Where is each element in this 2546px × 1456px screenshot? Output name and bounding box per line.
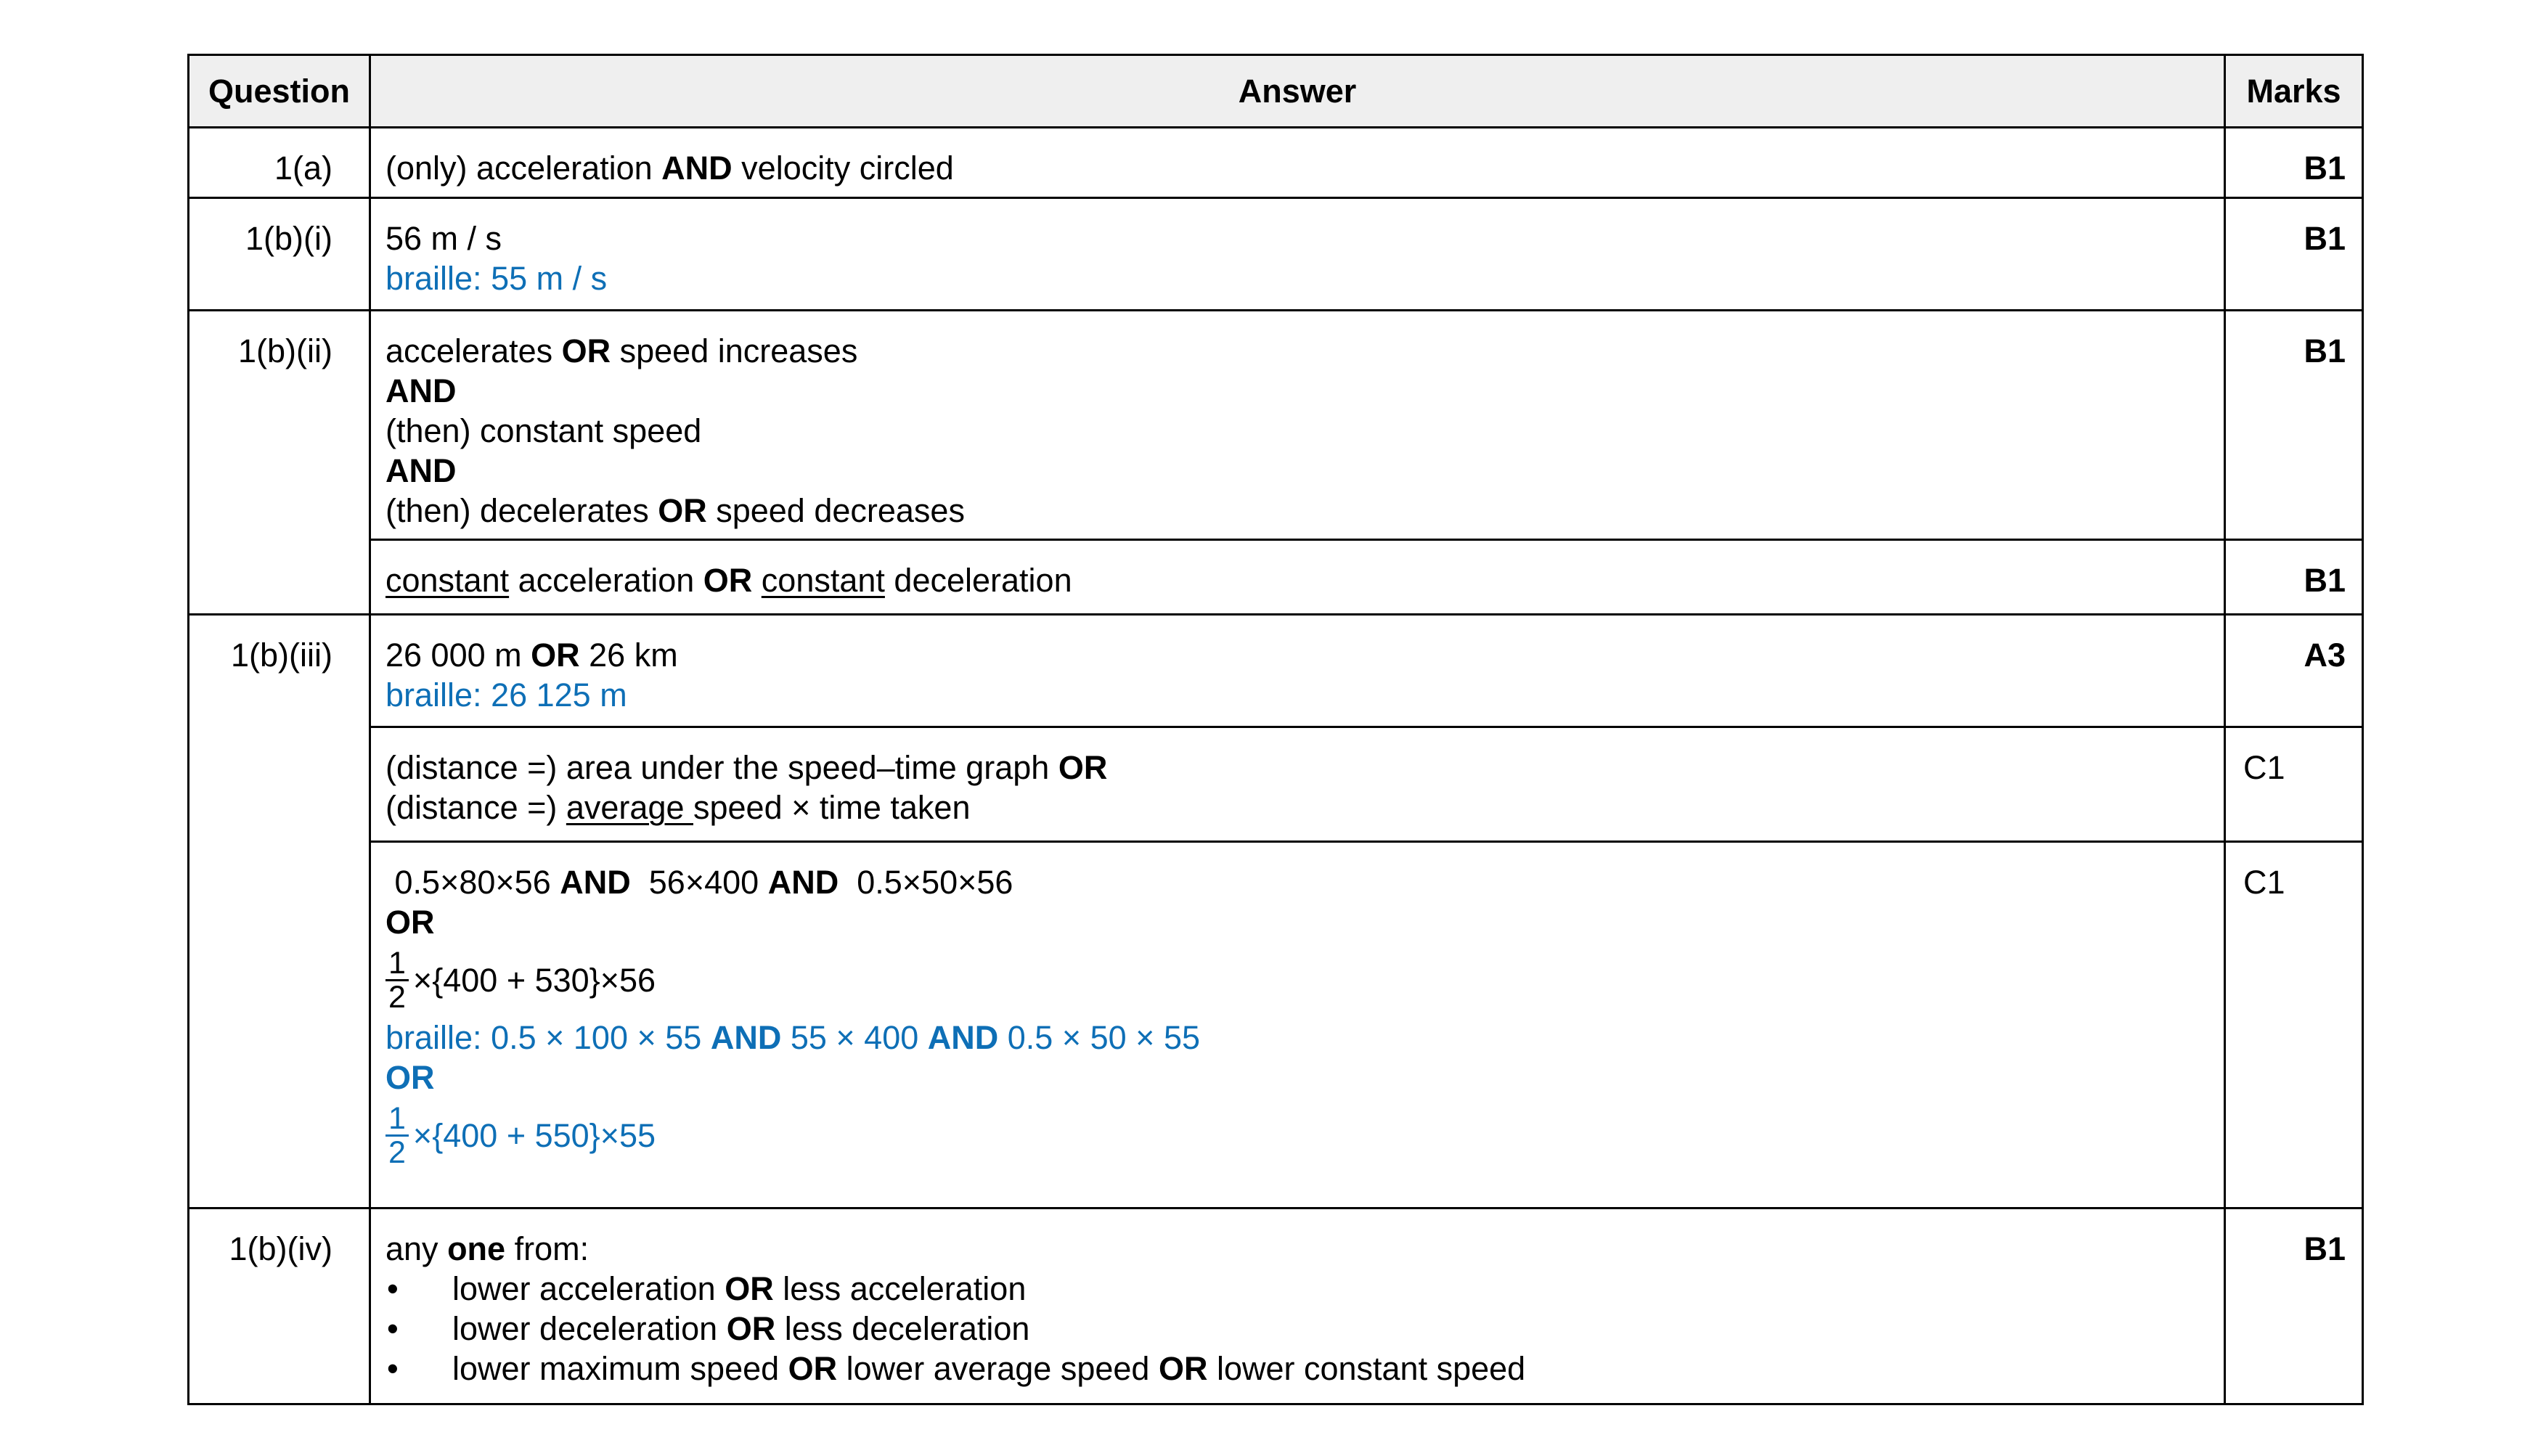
bullet-list bbox=[385, 1269, 2206, 1388]
answer-text: less deceleration bbox=[775, 1310, 1030, 1347]
mark-scheme-table bbox=[187, 54, 2364, 1405]
answer-keyword: OR bbox=[385, 1059, 435, 1096]
answer-keyword: OR bbox=[1158, 1350, 1208, 1387]
answer-text: 0.5 × 50 × 55 bbox=[998, 1019, 1200, 1056]
answer-text: (distance =) bbox=[385, 789, 566, 826]
table-row bbox=[189, 615, 2363, 727]
math-expression: ×{400 + 550}×55 bbox=[412, 1116, 656, 1154]
answer-text: lower constant speed bbox=[1207, 1350, 1526, 1387]
braille-fraction-expression bbox=[385, 1097, 2206, 1173]
answer-text: accelerates bbox=[385, 332, 562, 369]
braille-alternative: braille: 26 125 m bbox=[385, 676, 627, 713]
marks-cell: B1 bbox=[2225, 128, 2363, 198]
header-question: Question bbox=[189, 55, 370, 128]
table-row bbox=[189, 727, 2363, 842]
answer-keyword: OR bbox=[726, 1310, 776, 1347]
answer-underlined: constant bbox=[385, 562, 510, 599]
answer-keyword: AND bbox=[661, 150, 733, 187]
answer-keyword: OR bbox=[1058, 749, 1108, 786]
braille-alternative bbox=[385, 1018, 2206, 1058]
answer-keyword: OR bbox=[385, 904, 435, 941]
answer-cell bbox=[370, 615, 2225, 727]
table-row bbox=[189, 198, 2363, 311]
answer-text: from: bbox=[505, 1230, 589, 1267]
answer-text: lower maximum speed bbox=[452, 1350, 788, 1387]
question-number: 1(b)(iv) bbox=[189, 1208, 370, 1404]
table-row bbox=[189, 311, 2363, 540]
answer-keyword: AND bbox=[710, 1019, 782, 1056]
header-row bbox=[189, 55, 2363, 128]
marks-cell: C1 bbox=[2225, 727, 2363, 842]
table-row bbox=[189, 540, 2363, 615]
answer-cell bbox=[370, 1208, 2225, 1404]
question-number: 1(b)(ii) bbox=[189, 311, 370, 615]
fraction-denominator: 2 bbox=[388, 1134, 406, 1170]
marks-cell: B1 bbox=[2225, 311, 2363, 540]
answer-keyword: OR bbox=[703, 562, 753, 599]
table-row bbox=[189, 128, 2363, 198]
answer-cell bbox=[370, 842, 2225, 1208]
table-row bbox=[189, 1208, 2363, 1404]
answer-cell bbox=[370, 311, 2225, 540]
answer-keyword: AND bbox=[385, 452, 457, 489]
math-expression: ×{400 + 530}×56 bbox=[412, 961, 656, 999]
header-answer: Answer bbox=[370, 55, 2225, 128]
answer-text: 56 m / s bbox=[385, 220, 502, 257]
fraction-denominator: 2 bbox=[388, 979, 406, 1015]
fraction-expression bbox=[385, 942, 2206, 1018]
answer-text: lower acceleration bbox=[452, 1270, 725, 1307]
answer-text: speed increases bbox=[611, 332, 858, 369]
answer-keyword: OR bbox=[658, 492, 707, 529]
answer-underlined: constant bbox=[761, 562, 885, 599]
question-number: 1(b)(iii) bbox=[189, 615, 370, 1208]
question-number: 1(a) bbox=[189, 128, 370, 198]
marks-cell: B1 bbox=[2225, 1208, 2363, 1404]
answer-keyword: OR bbox=[725, 1270, 774, 1307]
answer-text: deceleration bbox=[884, 562, 1072, 599]
answer-underlined: average bbox=[566, 789, 693, 826]
fraction bbox=[385, 947, 409, 1013]
math-expression: 0.5×50×56 bbox=[857, 864, 1013, 901]
table-row bbox=[189, 842, 2363, 1208]
answer-text: velocity circled bbox=[732, 150, 954, 187]
answer-text: 26 000 m bbox=[385, 637, 531, 674]
fraction bbox=[385, 1100, 409, 1170]
math-expression: 56×400 bbox=[648, 864, 759, 901]
answer-cell bbox=[370, 727, 2225, 842]
answer-keyword: AND bbox=[385, 372, 457, 409]
header-marks: Marks bbox=[2225, 55, 2363, 128]
answer-keyword: AND bbox=[927, 1019, 999, 1056]
answer-text: lower deceleration bbox=[452, 1310, 727, 1347]
answer-text: (then) constant speed bbox=[385, 412, 702, 449]
marks-cell: B1 bbox=[2225, 198, 2363, 311]
question-number: 1(b)(i) bbox=[189, 198, 370, 311]
answer-text: speed decreases bbox=[706, 492, 965, 529]
answer-text: (only) acceleration bbox=[385, 150, 662, 187]
answer-text: speed × time taken bbox=[693, 789, 971, 826]
answer-text: 55 × 400 bbox=[781, 1019, 928, 1056]
answer-text: less acceleration bbox=[773, 1270, 1027, 1307]
fraction-numerator: 1 bbox=[385, 947, 409, 981]
list-item bbox=[385, 1349, 2206, 1388]
marks-cell: B1 bbox=[2225, 540, 2363, 615]
marks-cell: A3 bbox=[2225, 615, 2363, 727]
math-expression: 0.5×80×56 bbox=[394, 864, 551, 901]
answer-text: any bbox=[385, 1230, 448, 1267]
list-item bbox=[385, 1309, 2206, 1349]
answer-keyword: one bbox=[447, 1230, 506, 1267]
answer-cell bbox=[370, 540, 2225, 615]
answer-keyword: OR bbox=[531, 637, 580, 674]
answer-text: lower average speed bbox=[837, 1350, 1159, 1387]
list-item bbox=[385, 1269, 2206, 1309]
answer-keyword: AND bbox=[767, 864, 839, 901]
answer-cell bbox=[370, 128, 2225, 198]
answer-text: (distance =) area under the speed–time graph bbox=[385, 749, 1058, 786]
answer-cell bbox=[370, 198, 2225, 311]
marks-cell: C1 bbox=[2225, 842, 2363, 1208]
answer-text bbox=[752, 562, 762, 599]
braille-alternative: braille: 55 m / s bbox=[385, 260, 608, 297]
answer-text: 26 km bbox=[579, 637, 678, 674]
answer-text: (then) decelerates bbox=[385, 492, 658, 529]
answer-text: braille: 0.5 × 100 × 55 bbox=[385, 1019, 711, 1056]
answer-keyword: OR bbox=[561, 332, 611, 369]
answer-keyword: OR bbox=[788, 1350, 838, 1387]
answer-text: acceleration bbox=[509, 562, 703, 599]
fraction-numerator: 1 bbox=[385, 1103, 409, 1137]
answer-keyword: AND bbox=[560, 864, 631, 901]
